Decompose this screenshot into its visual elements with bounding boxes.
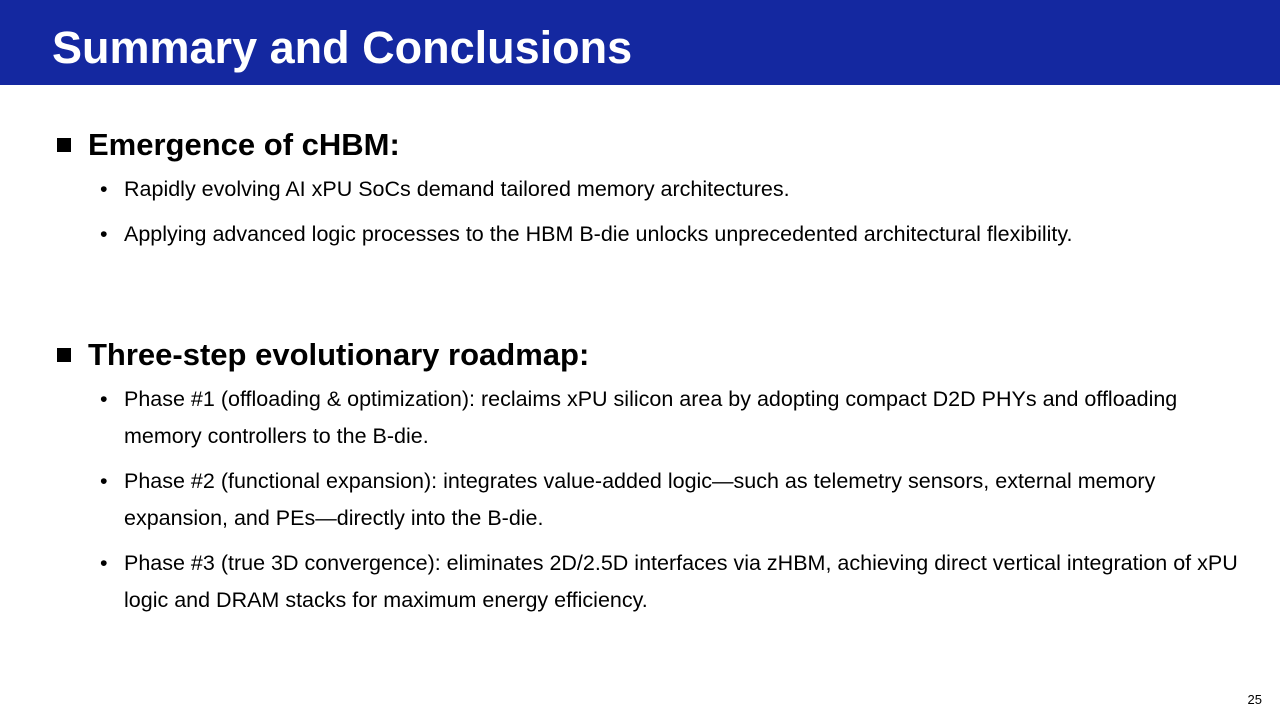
bullet-list (55, 171, 1245, 253)
section-title: Three-step evolutionary roadmap: (88, 337, 590, 372)
bullet-list (55, 381, 1245, 619)
bullet-dot-icon: • (100, 551, 108, 575)
bullet-dot-icon: • (100, 177, 108, 201)
slide-title: Summary and Conclusions (52, 22, 633, 73)
bullet-dot-icon: • (100, 469, 108, 493)
bullet-dot-icon: • (100, 387, 108, 411)
section-heading (55, 124, 1245, 166)
section-roadmap (55, 334, 1245, 627)
bullet-item (55, 463, 1245, 537)
square-bullet-icon (57, 138, 71, 152)
square-bullet-icon (57, 348, 71, 362)
section-heading (55, 334, 1245, 376)
bullet-text: Phase #3 (true 3D convergence): eliminates 2D/2.5D interfaces via zHBM, achieving direct vertical integration of xPU logic and DRAM stacks for maximum energy efficiency. (124, 551, 1238, 612)
bullet-text: Phase #2 (functional expansion): integrates value-added logic—such as telemetry sensors, external memory expansion, and PEs—directly into the B-die. (124, 469, 1156, 530)
bullet-item (55, 171, 1245, 208)
bullet-item (55, 216, 1245, 253)
section-emergence (55, 124, 1245, 261)
bullet-text: Applying advanced logic processes to the HBM B-die unlocks unprecedented architectural flexibility. (124, 222, 1073, 246)
section-title: Emergence of cHBM: (88, 127, 400, 162)
bullet-dot-icon: • (100, 222, 108, 246)
bullet-text: Rapidly evolving AI xPU SoCs demand tailored memory architectures. (124, 177, 790, 201)
bullet-item (55, 381, 1245, 455)
bullet-item (55, 545, 1245, 619)
title-bar (0, 0, 1280, 85)
bullet-text: Phase #1 (offloading & optimization): reclaims xPU silicon area by adopting compact D2D PHYs and offloading memory controllers to the B-die. (124, 387, 1178, 448)
page-number: 25 (1247, 692, 1262, 707)
